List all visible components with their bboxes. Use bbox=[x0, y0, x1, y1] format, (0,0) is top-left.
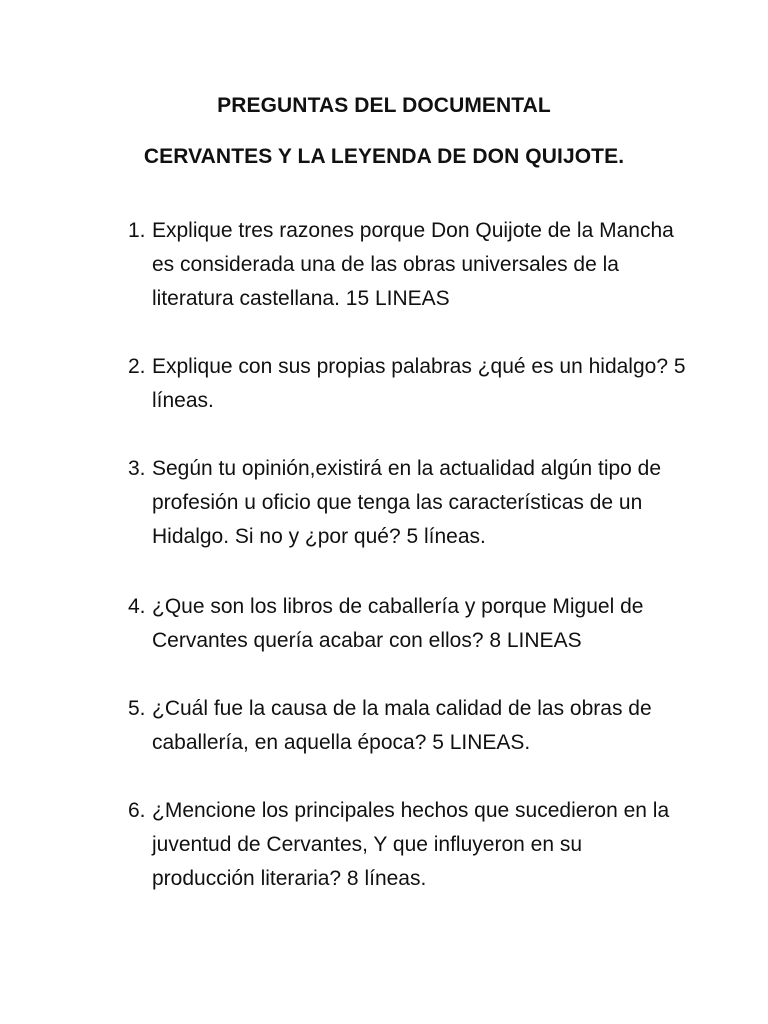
question-number: 2. bbox=[128, 355, 146, 378]
question-item bbox=[128, 794, 688, 896]
question-text: Explique tres razones porque Don Quijote de la Mancha es considerada una de las obras universales de la literatura castellana. 15 LINEAS bbox=[152, 219, 674, 310]
question-number: 6. bbox=[128, 799, 146, 822]
question-item bbox=[128, 452, 688, 554]
question-text: ¿Cuál fue la causa de la mala calidad de las obras de caballería, en aquella época? 5 LINEAS. bbox=[152, 697, 652, 754]
document-subtitle: CERVANTES Y LA LEYENDA DE DON QUIJOTE. bbox=[143, 145, 625, 168]
question-item bbox=[128, 350, 688, 418]
question-item bbox=[128, 692, 688, 760]
question-number: 5. bbox=[128, 697, 146, 720]
question-item bbox=[128, 214, 688, 316]
question-number: 4. bbox=[128, 595, 146, 618]
question-text: Explique con sus propias palabras ¿qué es un hidalgo? 5 líneas. bbox=[152, 355, 686, 412]
question-number: 1. bbox=[128, 219, 146, 242]
question-text: ¿Que son los libros de caballería y porque Miguel de Cervantes quería acabar con ellos? 8 LINEAS bbox=[152, 595, 644, 652]
question-text: Según tu opinión,existirá en la actualidad algún tipo de profesión u oficio que tenga las características de un Hidalgo. Si no y ¿por qué? 5 líneas. bbox=[152, 457, 662, 548]
question-number: 3. bbox=[128, 457, 146, 480]
question-text: ¿Mencione los principales hechos que sucedieron en la juventud de Cervantes, Y que influyeron en su producción literaria? 8 líneas. bbox=[152, 799, 670, 890]
question-item bbox=[128, 590, 688, 658]
document-title: PREGUNTAS DEL DOCUMENTAL bbox=[217, 94, 551, 117]
